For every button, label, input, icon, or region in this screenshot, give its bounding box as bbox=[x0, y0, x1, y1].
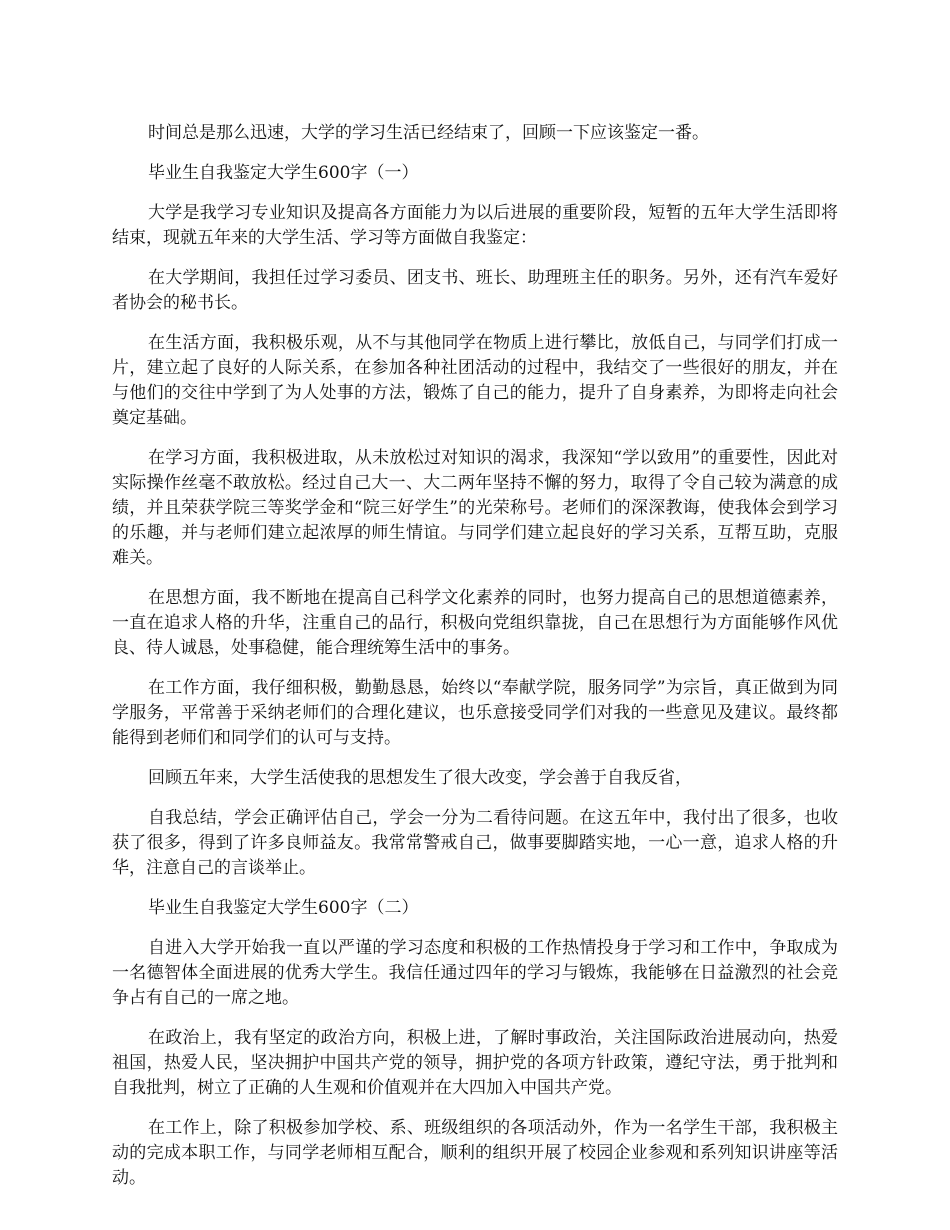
paragraph: 大学是我学习专业知识及提高各方面能力为以后进展的重要阶段，短暂的五年大学生活即将结束，现就五年来的大学生活、学习等方面做自我鉴定： bbox=[112, 203, 838, 248]
paragraph: 在学习方面，我积极进取，从未放松过对知识的渴求，我深知“学以致用”的重要性，因此对实际操作丝毫不敢放松。经过自己大一、大二两年坚持不懈的努力，取得了令自己较为满意的成绩，并且荣获学院三等奖学金和“院三好学生”的光荣称号。老师们的深深教诲，使我体会到学习的乐趣，并与老师们建立起浓厚的师生情谊。与同学们建立起良好的学习关系，互帮互助，克服难关。 bbox=[112, 448, 838, 568]
section-heading-one: 毕业生自我鉴定大学生600字（一） bbox=[148, 163, 419, 183]
document-body bbox=[112, 121, 838, 1206]
paragraph: 在工作方面，我仔细积极，勤勤恳恳，始终以“奉献学院，服务同学”为宗旨，真正做到为同学服务，平常善于采纳老师们的合理化建议，也乐意接受同学们对我的一些意见及建议。最终都能得到老师们和同学们的认可与支持。 bbox=[112, 678, 838, 748]
paragraph: 在政治上，我有坚定的政治方向，积极上进，了解时事政治，关注国际政治进展动向，热爱祖国，热爱人民，坚决拥护中国共产党的领导，拥护党的各项方针政策，遵纪守法，勇于批判和自我批判，树立了正确的人生观和价值观并在大四加入中国共产党。 bbox=[112, 1028, 838, 1098]
intro-paragraph: 时间总是那么迅速，大学的学习生活已经结束了，回顾一下应该鉴定一番。 bbox=[148, 123, 709, 143]
paragraph: 自我总结，学会正确评估自己，学会一分为二看待问题。在这五年中，我付出了很多，也收获了很多，得到了许多良师益友。我常常警戒自己，做事要脚踏实地，一心一意，追求人格的升华，注意自己的言谈举止。 bbox=[112, 808, 838, 878]
paragraph: 在工作上，除了积极参加学校、系、班级组织的各项活动外，作为一名学生干部，我积极主动的完成本职工作，与同学老师相互配合，顺利的组织开展了校园企业参观和系列知识讲座等活动。 bbox=[112, 1118, 838, 1188]
section-heading-two: 毕业生自我鉴定大学生600字（二） bbox=[148, 898, 419, 918]
paragraph: 自进入大学开始我一直以严谨的学习态度和积极的工作热情投身于学习和工作中，争取成为一名德智体全面进展的优秀大学生。我信任通过四年的学习与锻炼，我能够在日益激烈的社会竞争占有自己的一席之地。 bbox=[112, 938, 838, 1008]
paragraph: 在生活方面，我积极乐观，从不与其他同学在物质上进行攀比，放低自己，与同学们打成一片，建立起了良好的人际关系，在参加各种社团活动的过程中，我结交了一些很好的朋友，并在与他们的交往中学到了为人处事的方法，锻炼了自己的能力，提升了自身素养，为即将走向社会奠定基础。 bbox=[112, 333, 838, 428]
paragraph: 回顾五年来，大学生活使我的思想发生了很大改变，学会善于自我反省， bbox=[148, 768, 692, 788]
paragraph: 在思想方面，我不断地在提高自己科学文化素养的同时，也努力提高自己的思想道德素养，一直在追求人格的升华，注重自己的品行，积极向党组织靠拢，自己在思想行为方面能够作风优良、待人诚恳，处事稳健，能合理统筹生活中的事务。 bbox=[112, 588, 838, 658]
paragraph: 在大学期间，我担任过学习委员、团支书、班长、助理班主任的职务。另外，还有汽车爱好者协会的秘书长。 bbox=[112, 268, 838, 313]
